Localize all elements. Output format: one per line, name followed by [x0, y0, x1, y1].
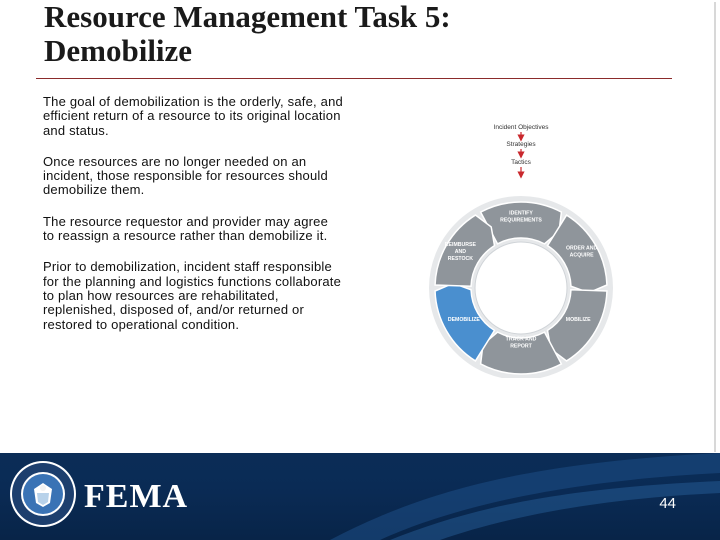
paragraph-no-longer-needed: Once resources are no longer needed on an incident, those responsible for resources should demobilize them. — [43, 153, 328, 198]
footer-banner — [0, 453, 720, 540]
cycle-label-identify-requirements: IDENTIFY REQUIREMENTS — [500, 210, 542, 224]
flow-label-tactics: Tactics — [511, 159, 531, 166]
cycle-label-order-and-acquire: ORDER AND ACQUIRE — [566, 245, 598, 259]
cycle-label-reimburse-and-restock: REIMBURSE AND RESTOCK — [444, 242, 476, 262]
page-number: 44 — [659, 495, 676, 512]
flow-label-objectives: Incident Objectives — [493, 124, 549, 131]
title-divider — [36, 78, 672, 79]
agency-wordmark: FEMA — [84, 478, 189, 515]
cycle-label-demobilize: DEMOBILIZE — [447, 317, 480, 323]
paragraph-reassign: The resource requestor and provider may agree to reassign a resource rather than demobilize it. — [43, 213, 329, 244]
cycle-label-mobilize: MOBILIZE — [565, 317, 591, 323]
cycle-center — [475, 242, 567, 334]
slide-body — [43, 95, 343, 349]
paragraph-prior-to-demobilization: Prior to demobilization, incident staff responsible for the planning and logistics functions collaborate to plan how resources are rehabilitated, replenished, disposed of, and/or returned or restored to operational condition. — [43, 259, 342, 332]
cycle-label-track-and-report: TRACK AND REPORT — [505, 336, 537, 350]
resource-management-cycle-diagram — [425, 118, 625, 378]
slide-title: Resource Management Task 5: Demobilize — [44, 0, 451, 68]
paragraph-goal: The goal of demobilization is the orderly, safe, and efficient return of a resource to its original location and status. — [43, 94, 343, 138]
dhs-seal-logo — [8, 459, 78, 529]
flow-label-strategies: Strategies — [506, 141, 536, 148]
